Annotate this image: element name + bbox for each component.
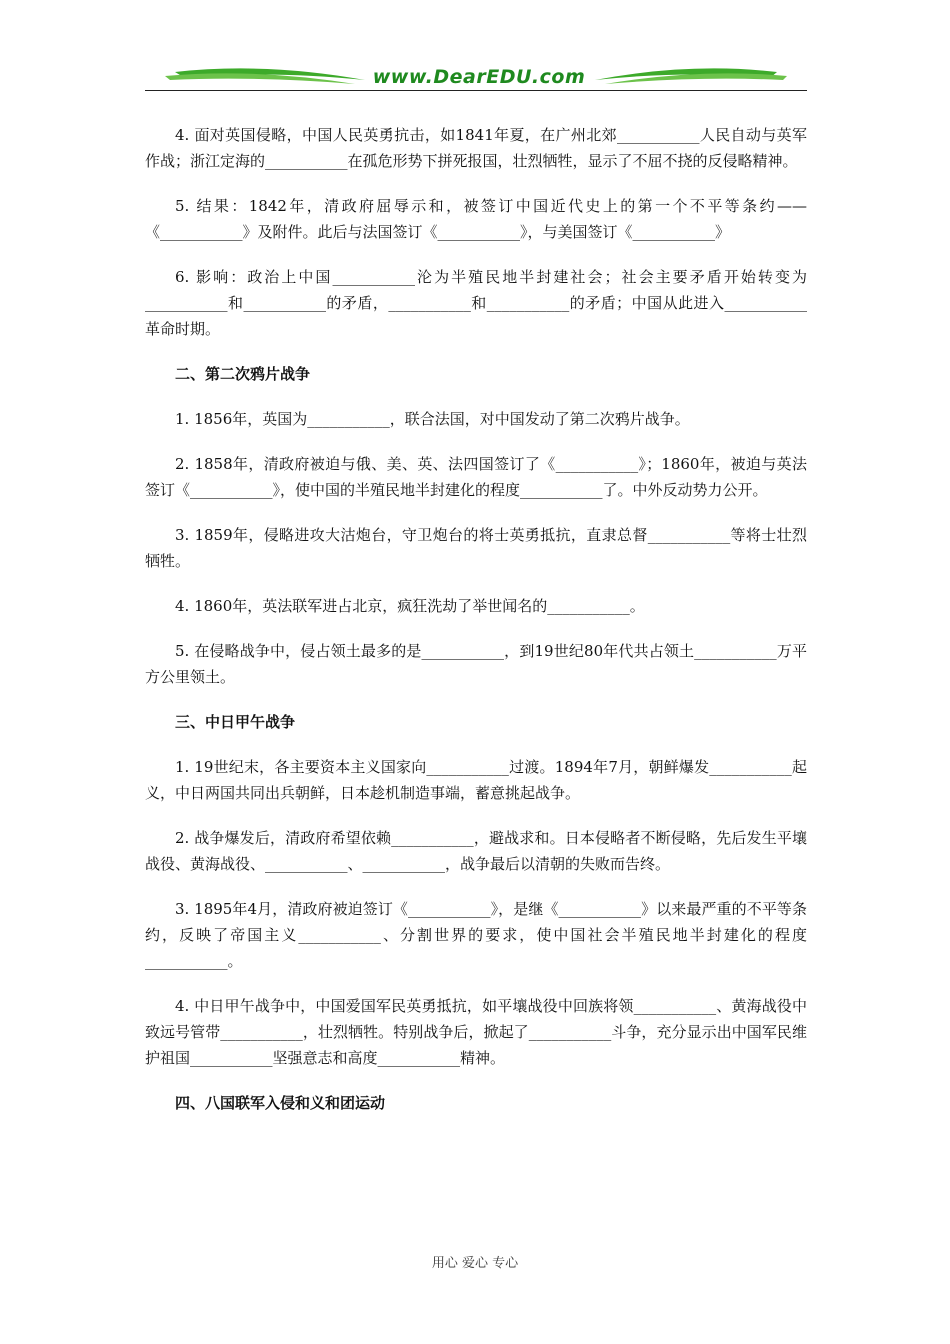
- paragraph: 3. 1895年4月，清政府被迫签订《___________》，是继《___________》以来最严重的不平等条约，反映了帝国主义___________、分割世界的要求，使中国社会半殖民地半封建化的程度___________。: [145, 900, 807, 970]
- document-body: [145, 122, 807, 1135]
- site-header: [145, 62, 807, 94]
- paragraph: 4. 1860年，英法联军进占北京，疯狂洗劫了举世闻名的___________。: [175, 597, 645, 615]
- section-heading: 四、八国联军入侵和义和团运动: [175, 1094, 386, 1112]
- header-divider: [145, 90, 807, 91]
- paragraph: 2. 1858年，清政府被迫与俄、美、英、法四国签订了《___________》；1860年，被迫与英法签订《___________》，使中国的半殖民地半封建化的程度___________了。中外反动势力公开。: [145, 455, 807, 499]
- paragraph: 4. 面对英国侵略，中国人民英勇抗击，如1841年夏，在广州北郊___________人民自动与英军作战；浙江定海的___________在孤危形势下拼死报国，壮烈牺牲，显示了不屈不挠的反侵略精神。: [145, 126, 807, 170]
- section-heading: 二、第二次鸦片战争: [175, 365, 311, 383]
- paragraph: 6. 影响：政治上中国___________沦为半殖民地半封建社会；社会主要矛盾开始转变为___________和___________的矛盾，___________和___________的矛盾；中国从此进入___________革命时期。: [145, 268, 807, 338]
- page-footer: 用心 爱心 专心: [431, 1256, 519, 1271]
- site-logo: www.DearEDU.com: [372, 66, 586, 88]
- paragraph: 5. 结果：1842年，清政府屈辱示和，被签订中国近代史上的第一个不平等条约——《___________》及附件。此后与法国签订《___________》，与美国签订《___________》: [145, 197, 807, 241]
- paragraph: 3. 1859年，侵略进攻大沽炮台，守卫炮台的将士英勇抵抗，直隶总督___________等将士壮烈牺牲。: [145, 526, 807, 570]
- paragraph: 5. 在侵略战争中，侵占领土最多的是___________，到19世纪80年代共占领土___________万平方公里领土。: [145, 642, 807, 686]
- paragraph: 4. 中日甲午战争中，中国爱国军民英勇抵抗，如平壤战役中回族将领___________、黄海战役中致远号管带___________，壮烈牺牲。特别战争后，掀起了___________斗争，充分显示出中国军民维护祖国___________坚强意志和高度___________精神。: [145, 997, 807, 1067]
- paragraph: 2. 战争爆发后，清政府希望依赖___________，避战求和。日本侵略者不断侵略，先后发生平壤战役、黄海战役、___________、___________，战争最后以清朝的失败而告终。: [145, 829, 807, 873]
- paragraph: 1. 1856年，英国为___________，联合法国，对中国发动了第二次鸦片战争。: [175, 410, 690, 428]
- section-heading: 三、中日甲午战争: [175, 713, 296, 731]
- paragraph: 1. 19世纪末，各主要资本主义国家向___________过渡。1894年7月，朝鲜爆发___________起义，中日两国共同出兵朝鲜，日本趁机制造事端，蓄意挑起战争。: [145, 758, 807, 802]
